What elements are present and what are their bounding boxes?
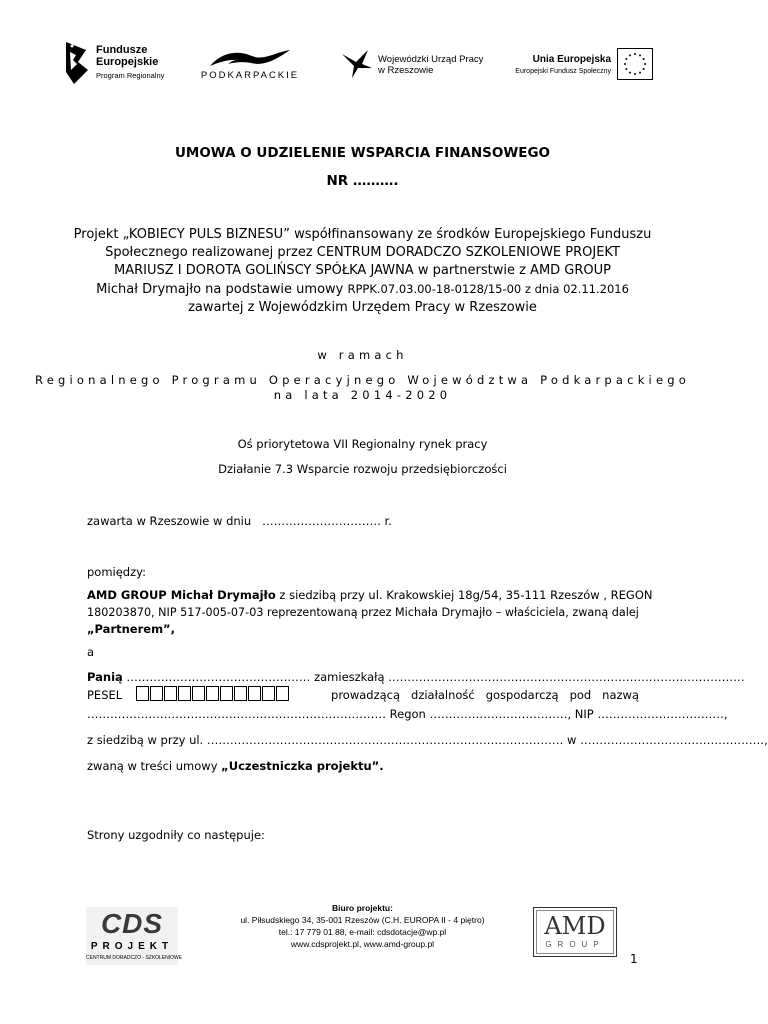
participant-regon-line: …………………………………………………………………… Regon ………………………………, NIP ……………………………, bbox=[87, 707, 728, 721]
pesel-digit-box[interactable] bbox=[136, 686, 149, 701]
fe-line1: Fundusze bbox=[96, 44, 148, 56]
partner-block bbox=[87, 587, 653, 638]
measure: Działanie 7.3 Wsparcie rozwoju przedsiębiorczości bbox=[218, 462, 507, 476]
wup-line1: Wojewódzki Urząd Pracy bbox=[378, 54, 484, 65]
wup-bird-icon bbox=[340, 48, 374, 80]
project-block bbox=[0, 226, 725, 317]
priority-axis: Oś priorytetowa VII Regionalny rynek pracy bbox=[237, 437, 488, 451]
office-title: Biuro projektu: bbox=[332, 903, 393, 913]
participant-address: ………………………………………… zamieszkałą ………………………………………………………………………………… bbox=[122, 670, 745, 684]
pesel-digit-box[interactable] bbox=[220, 686, 233, 701]
eu-star-icon bbox=[639, 72, 641, 74]
eu-star-icon bbox=[634, 53, 636, 55]
footer bbox=[0, 895, 725, 1005]
participant-label-b: „Uczestniczka projektu”. bbox=[221, 759, 384, 773]
podkarpackie-text: PODKARPACKIE bbox=[200, 70, 300, 81]
programme-line1: Regionalnego Programu Operacyjnego Województwa Podkarpackiego bbox=[35, 373, 690, 387]
pesel-digit-box[interactable] bbox=[234, 686, 247, 701]
and-label: a bbox=[87, 645, 95, 659]
project-line2: Społecznego realizowanej przez CENTRUM DORADCZO SZKOLENIOWE PROJEKT bbox=[105, 245, 620, 260]
ue-line2: Europejski Fundusz Społeczny bbox=[515, 68, 611, 75]
participant-line1 bbox=[87, 668, 745, 686]
concluded-line: zawarta w Rzeszowie w dniu …………………………. r. bbox=[87, 514, 392, 528]
project-line4 bbox=[0, 280, 725, 299]
pesel-digit-box[interactable] bbox=[262, 686, 275, 701]
fe-line2: Europejskie bbox=[96, 56, 159, 68]
podkarpackie-logo bbox=[200, 48, 300, 82]
eu-star-icon bbox=[643, 68, 645, 70]
eu-logo bbox=[505, 48, 655, 82]
cds-logo-sub: PROJEKT bbox=[90, 941, 174, 952]
participant-block bbox=[87, 668, 768, 775]
wup-logo bbox=[340, 48, 490, 82]
partner-line2: 180203870, NIP 517-005-07-03 reprezentowaną przez Michała Drymajło – właściciela, zwaną dalej bbox=[87, 606, 639, 619]
eu-flag-icon bbox=[617, 48, 653, 80]
pesel-boxes[interactable] bbox=[136, 688, 290, 702]
eu-star-icon bbox=[625, 58, 627, 60]
amd-logo bbox=[533, 907, 617, 957]
project-line1: Projekt „KOBIECY PULS BIZNESU” współfinansowany ze środków Europejskiego Funduszu bbox=[73, 227, 652, 242]
pesel-digit-box[interactable] bbox=[206, 686, 219, 701]
project-contract-number: RPPK.07.03.00-18-0128/15-00 z dnia 02.11.2016 bbox=[347, 282, 629, 296]
participant-pesel-line bbox=[87, 686, 639, 705]
w-ramach: w ramach bbox=[317, 348, 408, 362]
eu-star-icon bbox=[629, 72, 631, 74]
participant-pani: Panią bbox=[87, 670, 123, 684]
between-label: pomiędzy: bbox=[87, 565, 146, 579]
fe-line3: Program Regionalny bbox=[96, 71, 165, 80]
amd-logo-main: AMD bbox=[544, 912, 606, 940]
document-number: NR ………. bbox=[326, 173, 399, 189]
pesel-digit-box[interactable] bbox=[248, 686, 261, 701]
participant-label-line bbox=[87, 757, 639, 775]
participant-label-a: zwaną w treści umowy bbox=[87, 759, 222, 773]
partner-name: AMD GROUP Michał Drymajło bbox=[87, 588, 276, 602]
ue-line1: Unia Europejska bbox=[532, 54, 611, 65]
eu-star-icon bbox=[634, 73, 636, 75]
eu-star-icon bbox=[629, 54, 631, 56]
project-line3: MARIUSZ I DOROTA GOLIŃSCY SPÓŁKA JAWNA w partnerstwie z AMD GROUP bbox=[114, 263, 611, 278]
partner-line1 bbox=[87, 587, 653, 604]
eu-star-icon bbox=[643, 58, 645, 60]
parties-agreed: Strony uzgodniły co następuje: bbox=[87, 828, 265, 842]
pesel-digit-box[interactable] bbox=[164, 686, 177, 701]
document-title: UMOWA O UDZIELENIE WSPARCIA FINANSOWEGO bbox=[174, 145, 551, 161]
eu-star-icon bbox=[644, 63, 646, 65]
office-address: ul. Piłsudskiego 34, 35-001 Rzeszów (C.H. EUROPA II - 4 piętro) bbox=[240, 915, 485, 925]
header-logos bbox=[0, 36, 725, 86]
page-number: 1 bbox=[630, 952, 638, 966]
cds-logo-main: CDS bbox=[100, 908, 164, 939]
pesel-digit-box[interactable] bbox=[178, 686, 191, 701]
partner-line1-rest: z siedzibą przy ul. Krakowskiej 18g/54, 35-111 Rzeszów , REGON bbox=[275, 588, 653, 602]
eu-star-icon bbox=[624, 63, 626, 65]
wup-line2: w Rzeszowie bbox=[378, 65, 434, 76]
pesel-business-text: prowadzącą działalność gospodarczą pod nazwą bbox=[331, 688, 639, 702]
amd-logo-sub: GROUP bbox=[545, 940, 605, 949]
project-line5: zawartej z Wojewódzkim Urzędem Pracy w Rzeszowie bbox=[188, 300, 537, 315]
pesel-label: PESEL bbox=[87, 688, 123, 702]
podkarpackie-swoosh-icon bbox=[208, 48, 292, 68]
eu-star-icon bbox=[639, 54, 641, 56]
cds-logo-small: CENTRUM DORADCZO - SZKOLENIOWE bbox=[86, 955, 183, 961]
office-contact: tel.: 17 779 01 88, e-mail: cdsdotacje@wp.pl bbox=[278, 927, 447, 937]
partner-label: „Partnerem”, bbox=[87, 622, 175, 636]
programme-line2: na lata 2014-2020 bbox=[273, 388, 452, 402]
fe-logo bbox=[66, 42, 186, 86]
eu-star-icon bbox=[625, 68, 627, 70]
fe-emblem-icon bbox=[66, 42, 92, 84]
pesel-digit-box[interactable] bbox=[276, 686, 289, 701]
participant-street-line: z siedzibą w przy ul. ………………………………………………………………………………… w …………………………………………, bbox=[87, 733, 768, 747]
pesel-digit-box[interactable] bbox=[192, 686, 205, 701]
pesel-digit-box[interactable] bbox=[150, 686, 163, 701]
project-line4-a: Michał Drymajło na podstawie umowy bbox=[96, 282, 348, 297]
office-www: www.cdsprojekt.pl, www.amd-group.pl bbox=[290, 939, 435, 949]
